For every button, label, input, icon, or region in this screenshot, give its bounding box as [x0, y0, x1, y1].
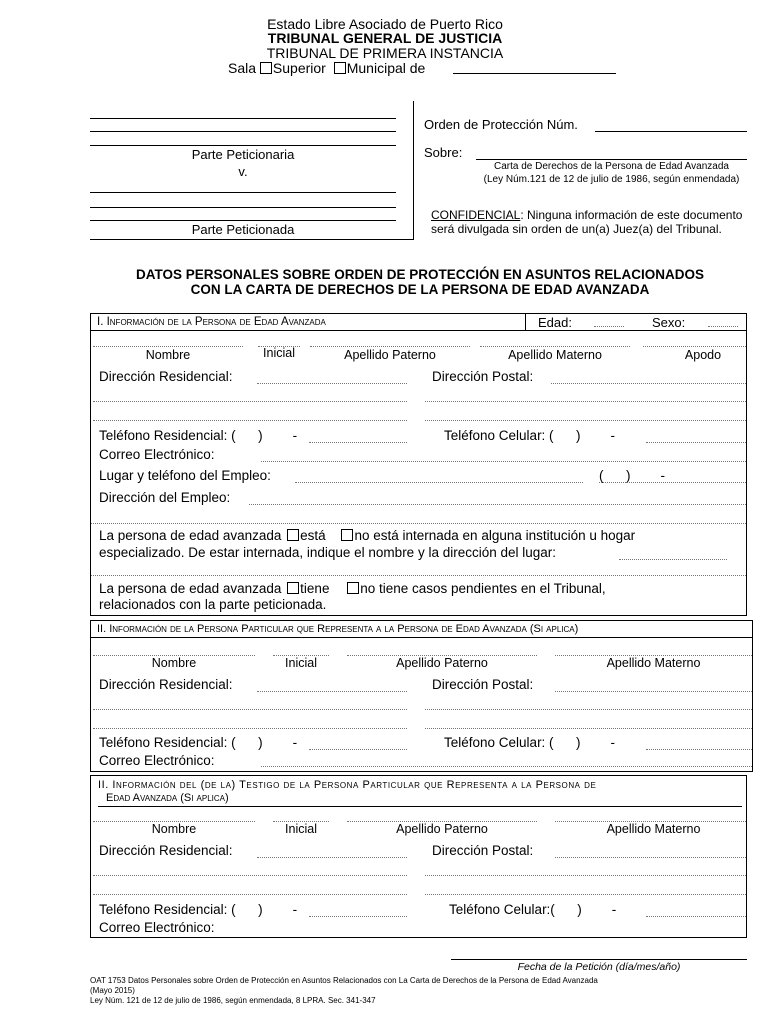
tel-celular-field[interactable]: [646, 442, 746, 443]
s3-col-inicial: Inicial: [285, 822, 317, 836]
title-line1: DATOS PERSONALES SOBRE ORDEN DE PROTECCIÓN EN ASUNTOS RELACIONADOS: [135, 267, 705, 282]
no-tiene-label: no tiene casos pendientes en el Tribunal,: [360, 581, 606, 596]
lugar-empleo-tel-field[interactable]: [599, 482, 746, 483]
sala-label: Sala: [228, 60, 257, 76]
s2-dir-residencial-label: Dirección Residencial:: [99, 677, 233, 692]
municipal-field[interactable]: [453, 73, 616, 74]
sexo-field[interactable]: [708, 326, 738, 327]
dir-postal-field-2[interactable]: [425, 401, 746, 402]
s3-tel-celular-field[interactable]: [646, 916, 746, 917]
s2-col-inicial: Inicial: [285, 656, 317, 670]
peticionada-line-3[interactable]: [90, 220, 396, 221]
municipal-checkbox[interactable]: [334, 62, 346, 74]
s2-col-materno: Apellido Materno: [606, 656, 701, 670]
esta-label: está: [300, 528, 326, 543]
dir-postal-field-3[interactable]: [425, 420, 746, 421]
s2-tel-residencial-label: Teléfono Residencial: ( ) -: [99, 735, 298, 750]
s2-tel-residencial-field[interactable]: [309, 749, 407, 750]
form-footer-line3: Ley Núm. 121 de 12 de julio de 1986, según enmendada, 8 LPRA. Sec. 341-347: [90, 996, 376, 1005]
s3-dir-postal-field-2[interactable]: [425, 875, 746, 876]
s2-col-nombre: Nombre: [151, 656, 197, 670]
sobre-label: Sobre:: [424, 145, 463, 160]
s2-correo-field[interactable]: [261, 766, 752, 767]
section-3-heading-2: Edad Avanzada (Si aplica): [106, 792, 229, 804]
s2-col-paterno: Apellido Paterno: [396, 656, 488, 670]
casos-text-a: La persona de edad avanzada: [99, 581, 282, 596]
header-line1: Estado Libre Asociado de Puerto Rico: [267, 16, 503, 32]
tel-residencial-label: Teléfono Residencial: ( ) -: [99, 428, 298, 443]
dir-postal-label: Dirección Postal:: [432, 369, 534, 384]
sexo-label: Sexo:: [652, 315, 686, 330]
s2-dir-residencial-field-3[interactable]: [93, 728, 407, 729]
internada-row: [99, 528, 635, 543]
s2-dir-postal-field-2[interactable]: [425, 709, 752, 710]
no-tiene-checkbox[interactable]: [347, 582, 359, 594]
col-apodo: Apodo: [684, 348, 722, 362]
dir-residencial-label: Dirección Residencial:: [99, 369, 233, 384]
s3-dir-residencial-field-3[interactable]: [93, 894, 407, 895]
orden-field[interactable]: [595, 131, 747, 132]
title-line2: CON LA CARTA DE DERECHOS DE LA PERSONA DE EDAD AVANZADA: [190, 282, 650, 297]
fecha-field[interactable]: [451, 959, 747, 960]
s2-dir-postal-field-1[interactable]: [555, 691, 752, 692]
sala-row: [228, 60, 425, 76]
form-footer-line2: (Mayo 2015): [90, 986, 135, 995]
tiene-label: tiene: [300, 581, 330, 596]
fecha-label: Fecha de la Petición (día/mes/año): [517, 961, 681, 973]
peticionaria-line-3[interactable]: [90, 145, 396, 146]
s2-correo-label: Correo Electrónico:: [99, 753, 215, 768]
sobre-field[interactable]: [476, 159, 747, 160]
section-1: [90, 313, 747, 616]
superior-label: Superior: [272, 60, 326, 76]
s2-tel-celular-field[interactable]: [646, 749, 752, 750]
peticionada-label: Parte Peticionada: [191, 222, 295, 237]
s3-dir-postal-label: Dirección Postal:: [432, 843, 534, 858]
s2-tel-celular-label: Teléfono Celular: ( ) -: [444, 735, 616, 750]
peticionaria-label: Parte Peticionaria: [191, 147, 295, 162]
form-footer-line1: OAT 1753 Datos Personales sobre Orden de Protección en Asuntos Relacionados con La Carta de Derechos de la Persona de Edad Avanzada: [90, 976, 598, 985]
paterno-field[interactable]: [310, 346, 470, 347]
tiene-checkbox[interactable]: [287, 582, 299, 594]
casos-text-b: relacionados con la parte peticionada.: [99, 597, 327, 612]
lugar-institucion-field[interactable]: [619, 559, 727, 560]
header-line3: TRIBUNAL DE PRIMERA INSTANCIA: [266, 45, 504, 61]
lugar-empleo-field[interactable]: [295, 482, 583, 483]
header-line2: TRIBUNAL GENERAL DE JUSTICIA: [267, 30, 503, 46]
s3-dir-postal-field-1[interactable]: [555, 857, 746, 858]
caption-bottom-rule: [90, 239, 414, 240]
dir-residencial-field-1[interactable]: [257, 383, 407, 384]
internada-text-b: especializado. De estar internada, indique el nombre y la dirección del lugar:: [99, 545, 557, 560]
caption-divider: [413, 101, 414, 240]
dir-postal-field-1[interactable]: [551, 383, 746, 384]
s2-dir-postal-label: Dirección Postal:: [432, 677, 534, 692]
s2-dir-residencial-field-1[interactable]: [257, 691, 407, 692]
s3-col-nombre: Nombre: [151, 822, 197, 836]
section-2-header: [91, 621, 752, 638]
tel-celular-label: Teléfono Celular: ( ) -: [444, 428, 616, 443]
s2-dir-postal-field-3[interactable]: [425, 728, 752, 729]
section-2-heading: II. Información de la Persona Particular que Representa a la Persona de Edad Avanzada (Si aplica): [97, 623, 579, 635]
s3-col-paterno: Apellido Paterno: [396, 822, 488, 836]
lugar-empleo-label: Lugar y teléfono del Empleo:: [99, 468, 271, 483]
materno-field[interactable]: [480, 346, 630, 347]
no-esta-label: no está internada en alguna institución u hogar: [354, 528, 636, 543]
tel-residencial-field[interactable]: [309, 442, 407, 443]
s3-correo-label: Correo Electrónico:: [99, 920, 215, 935]
section-1-divider-2: [91, 575, 746, 576]
peticionada-line-1[interactable]: [90, 192, 396, 193]
dir-empleo-label: Dirección del Empleo:: [99, 490, 231, 505]
confidencial-line1: [431, 208, 742, 222]
section-3-header: [98, 779, 742, 807]
correo-field[interactable]: [261, 461, 746, 462]
s3-col-materno: Apellido Materno: [606, 822, 701, 836]
apodo-field[interactable]: [643, 346, 746, 347]
peticionada-line-2[interactable]: [90, 207, 396, 208]
s3-dir-postal-field-3[interactable]: [425, 894, 746, 895]
s3-tel-residencial-label: Teléfono Residencial: ( ) -: [99, 902, 298, 917]
section-1-header: [91, 314, 746, 331]
peticionaria-line-1[interactable]: [90, 118, 396, 119]
section-1-heading: I. Información de la Persona de Edad Avanzada: [97, 316, 326, 328]
section-3-heading-1: II. Información del (de la) Testigo de la Persona Particular que Representa a la Persona de: [98, 779, 597, 791]
section-2: [90, 620, 753, 772]
nombre-field[interactable]: [93, 346, 243, 347]
form-footer: [90, 976, 598, 1006]
s3-tel-residencial-field[interactable]: [309, 916, 407, 917]
dir-residencial-field-3[interactable]: [93, 420, 407, 421]
superior-checkbox[interactable]: [260, 62, 272, 74]
confidencial-text1: : Ninguna información de este documento: [520, 208, 743, 222]
s3-dir-residencial-field-1[interactable]: [257, 857, 407, 858]
s3-tel-celular-label: Teléfono Celular:( ) -: [449, 902, 617, 917]
section-1-divider-1: [91, 523, 746, 524]
sobre-line2: (Ley Núm.121 de 12 de julio de 1986, según enmendada): [483, 174, 740, 185]
confidencial-label: CONFIDENCIAL: [431, 208, 521, 222]
s2-dir-residencial-field-2[interactable]: [93, 709, 407, 710]
s3-dir-residencial-field-2[interactable]: [93, 875, 407, 876]
section-1-header-divider: [525, 314, 526, 331]
col-nombre: Nombre: [145, 348, 191, 362]
dir-empleo-field[interactable]: [249, 504, 746, 505]
lugar-empleo-tel: ( ) -: [599, 468, 665, 483]
no-esta-checkbox[interactable]: [341, 529, 353, 541]
col-inicial: Inicial: [263, 346, 295, 360]
section-3: [90, 775, 747, 938]
col-paterno: Apellido Paterno: [344, 348, 436, 362]
versus-label: v.: [238, 164, 248, 179]
correo-label: Correo Electrónico:: [99, 447, 215, 462]
edad-label: Edad:: [538, 315, 572, 330]
esta-checkbox[interactable]: [287, 529, 299, 541]
s3-dir-residencial-label: Dirección Residencial:: [99, 843, 233, 858]
orden-label: Orden de Protección Núm.: [424, 117, 578, 132]
dir-residencial-field-2[interactable]: [93, 401, 407, 402]
edad-field[interactable]: [594, 326, 624, 327]
casos-row: [99, 581, 606, 596]
municipal-label: Municipal de: [346, 60, 426, 76]
sobre-line1: Carta de Derechos de la Persona de Edad Avanzada: [494, 161, 729, 172]
col-materno: Apellido Materno: [508, 348, 602, 362]
internada-text-a: La persona de edad avanzada: [99, 528, 282, 543]
confidencial-line2: será divulgada sin orden de un(a) Juez(a) del Tribunal.: [431, 222, 722, 236]
peticionaria-line-2[interactable]: [90, 131, 396, 132]
